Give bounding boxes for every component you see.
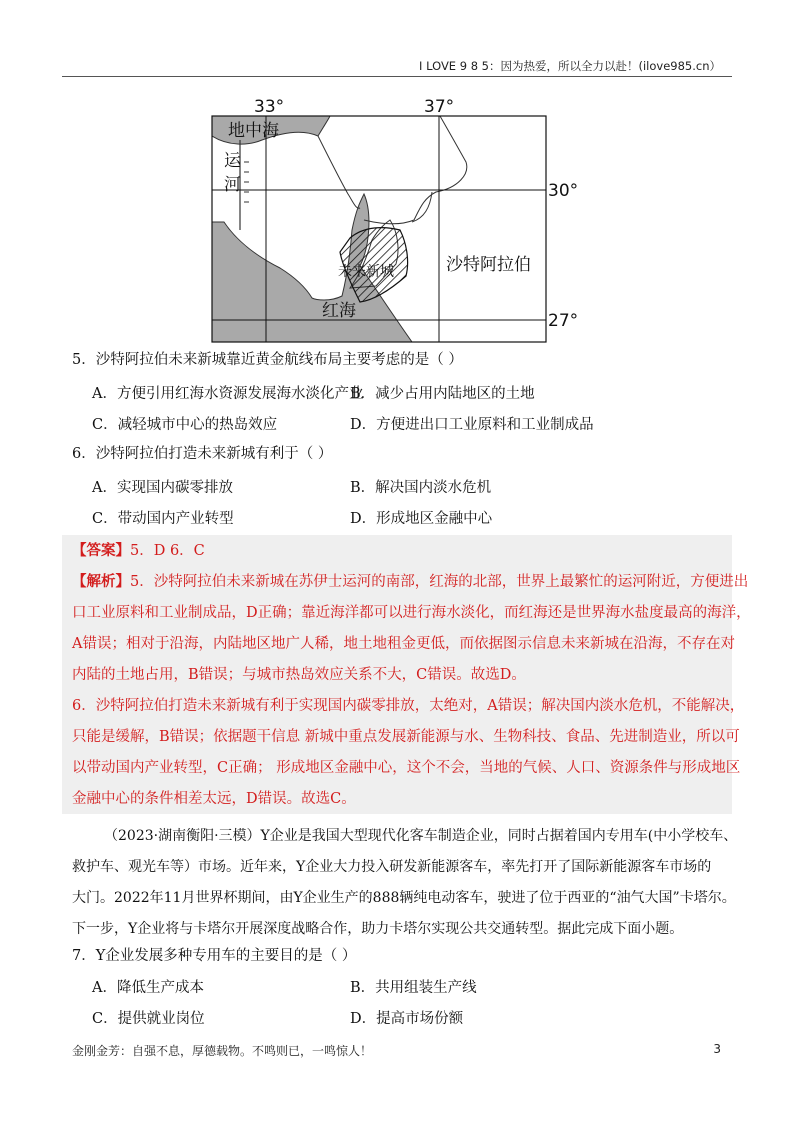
saudi-label: 沙特阿拉伯 bbox=[446, 255, 531, 275]
question-5-stem: 5．沙特阿拉伯未来新城靠近黄金航线布局主要考虑的是（ ） bbox=[72, 352, 463, 368]
question-6-option-a: A．实现国内碳零排放 bbox=[92, 480, 233, 496]
analysis-line-1 bbox=[72, 570, 748, 591]
analysis-line-4: 内陆的土地占用，B错误；与城市热岛效应关系不大，C错误。故选D。 bbox=[72, 667, 526, 683]
answer-tag: 【答案】 bbox=[72, 542, 130, 559]
analysis-line-5: 6．沙特阿拉伯打造未来新城有利于实现国内碳零排放，太绝对，A错误；解决国内淡水危机，不能解决， bbox=[72, 698, 745, 714]
lon-33-label: 33° bbox=[254, 97, 285, 117]
question-6-option-d: D．形成地区金融中心 bbox=[350, 511, 493, 527]
analysis-line-6: 只能是缓解，B错误；依据题干信息 新城中重点发展新能源与水、生物科技、食品、先进制造业，所以可 bbox=[72, 729, 740, 745]
lat-27-label: 27° bbox=[548, 311, 579, 331]
analysis-line-7: 以带动国内产业转型，C正确； 形成地区金融中心，这个不会，当地的气候、人口、资源条件与形成地区 bbox=[72, 760, 741, 776]
analysis-line-2: 口工业原料和工业制成品，D正确；靠近海洋都可以进行海水淡化，而红海还是世界海水盐度最高的海洋， bbox=[72, 605, 751, 621]
question-5-option-d: D．方便进出口工业原料和工业制成品 bbox=[350, 417, 594, 433]
question-7-option-c: C．提供就业岗位 bbox=[92, 1011, 205, 1027]
question-6-stem: 6．沙特阿拉伯打造未来新城有利于（ ） bbox=[72, 446, 333, 462]
analysis-line-3: A错误；相对于沿海，内陆地区地广人稀，地土地租金更低，而依据图示信息未来新城在沿海，不存在对 bbox=[72, 636, 735, 652]
page-number: 3 bbox=[713, 1042, 721, 1056]
passage-line-1: （2023·湖南衡阳·三模）Y企业是我国大型现代化客车制造企业，同时占据着国内专用车(中小学校车、 bbox=[104, 828, 738, 844]
passage-line-3: 大门。2022年11月世界杯期间，由Y企业生产的888辆纯电动客车，驶进了位于西亚的“油气大国”卡塔尔。 bbox=[72, 890, 736, 906]
canal-label-1: 运 bbox=[224, 151, 241, 171]
passage-line-2: 救护车、观光车等）市场。近年来，Y企业大力投入研发新能源客车，率先打开了国际新能源客车市场的 bbox=[72, 859, 712, 875]
question-7-stem: 7．Y企业发展多种专用车的主要目的是（ ） bbox=[72, 948, 357, 964]
lat-30-label: 30° bbox=[548, 181, 579, 201]
question-7-option-d: D．提高市场份额 bbox=[350, 1011, 464, 1027]
answer-line bbox=[72, 539, 205, 560]
page-footer: 金刚金芳：自强不息，厚德载物。不鸣则已，一鸣惊人！ bbox=[72, 1044, 373, 1058]
question-5-option-c: C．减轻城市中心的热岛效应 bbox=[92, 417, 278, 433]
analysis-line-8: 金融中心的条件相差太远，D错误。故选C。 bbox=[72, 791, 356, 807]
header-divider bbox=[62, 76, 732, 77]
question-5-option-a: A．方便引用红海水资源发展海水淡化产业 bbox=[92, 386, 364, 402]
future-city-label: 未来新城 bbox=[338, 264, 394, 280]
question-7-option-b: B．共用组装生产线 bbox=[350, 980, 477, 996]
question-6-option-c: C．带动国内产业转型 bbox=[92, 511, 234, 527]
passage-line-4: 下一步，Y企业将与卡塔尔开展深度战略合作，助力卡塔尔实现公共交通转型。据此完成下面小题。 bbox=[72, 921, 684, 937]
red-sea-label: 红海 bbox=[322, 301, 356, 321]
lon-37-label: 37° bbox=[424, 97, 455, 117]
border-line-2 bbox=[364, 116, 467, 224]
border-line-1 bbox=[318, 136, 360, 208]
map-figure bbox=[200, 90, 579, 342]
analysis-tag: 【解析】 bbox=[72, 573, 130, 590]
question-6-option-b: B．解决国内淡水危机 bbox=[350, 480, 492, 496]
question-5-option-b: B．减少占用内陆地区的土地 bbox=[350, 386, 535, 402]
mediterranean-label: 地中海 bbox=[228, 121, 279, 141]
canal-label-2: 河 bbox=[224, 175, 241, 195]
analysis-text-1: 5．沙特阿拉伯未来新城在苏伊士运河的南部，红海的北部，世界上最繁忙的运河附近，方便进出 bbox=[130, 574, 749, 590]
page-header: I LOVE 9 8 5：因为热爱，所以全力以赴！(ilove985.cn） bbox=[419, 59, 721, 73]
answer-text: 5．D 6．C bbox=[130, 543, 205, 559]
question-7-option-a: A．降低生产成本 bbox=[92, 980, 204, 996]
